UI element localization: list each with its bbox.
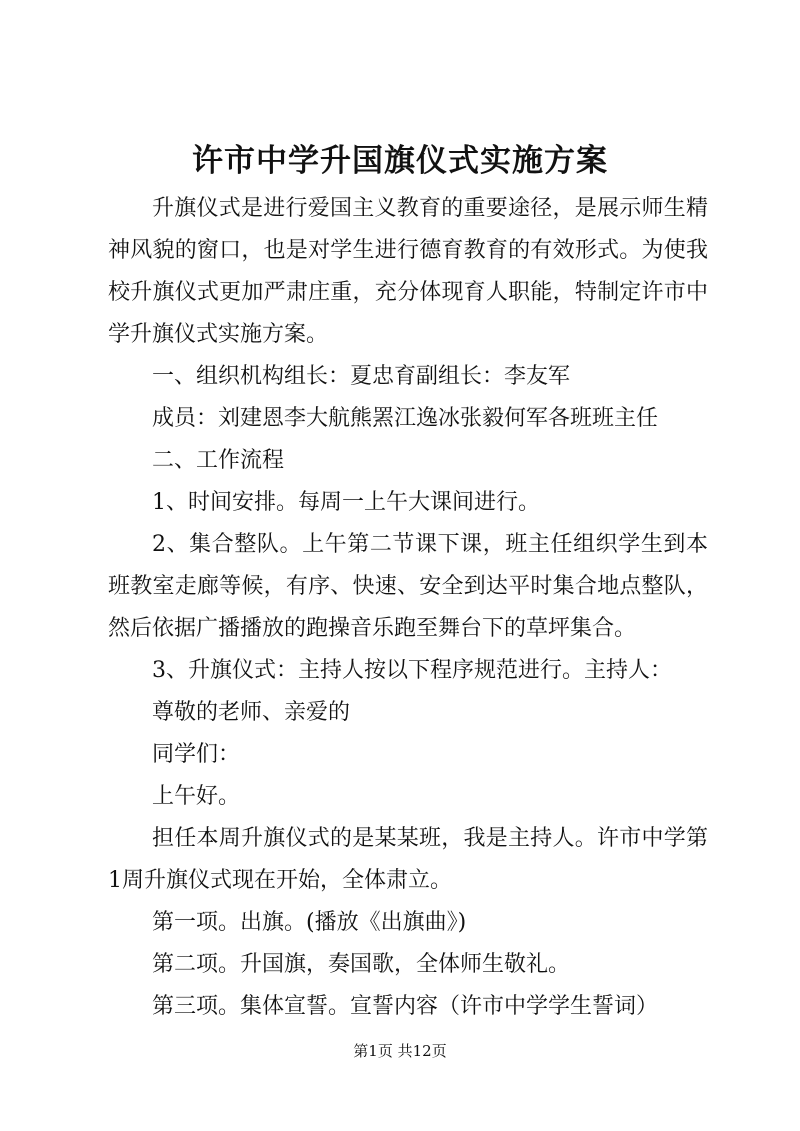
paragraph-item-2: 第二项。升国旗，奏国歌，全体师生敬礼。	[152, 952, 571, 977]
paragraph-assembly: 2、集合整队。上午第二节课下课，班主任组织学生到本班教室走廊等候，有序、快速、安全到达平时集合地点整队，然后依据广播播放的跑操音乐跑至舞台下的草坪集合。	[108, 532, 708, 641]
paragraph-host-intro: 担任本周升旗仪式的是某某班，我是主持人。许市中学第1周升旗仪式现在开始，全体肃立。	[108, 826, 708, 893]
paragraph-organization: 一、组织机构组长：夏忠育副组长：李友军	[152, 364, 571, 389]
paragraph-greeting-3: 上午好。	[152, 784, 241, 809]
paragraph-item-1: 第一项。出旗。(播放《出旗曲》)	[152, 910, 467, 935]
page-footer: 第1页 共12页	[353, 1042, 447, 1060]
document-title: 许市中学升国旗仪式实施方案	[192, 143, 608, 179]
paragraph-item-3: 第三项。集体宣誓。宣誓内容（许市中学学生誓词）	[152, 994, 659, 1019]
paragraph-workflow-heading: 二、工作流程	[152, 448, 285, 473]
paragraph-members: 成员：刘建恩李大航熊罴江逸冰张毅何军各班班主任	[152, 406, 659, 431]
paragraph-intro: 升旗仪式是进行爱国主义教育的重要途径，是展示师生精神风貌的窗口，也是对学生进行德育教育的有效形式。为使我校升旗仪式更加严肃庄重，充分体现育人职能，特制定许市中学升旗仪式实施方案。	[108, 196, 708, 347]
paragraph-ceremony: 3、升旗仪式：主持人按以下程序规范进行。主持人：	[152, 658, 672, 683]
document-body	[108, 188, 708, 1028]
paragraph-time-arrangement: 1、时间安排。每周一上午大课间进行。	[152, 490, 540, 515]
paragraph-greeting-1: 尊敬的老师、亲爱的	[152, 700, 351, 725]
paragraph-greeting-2: 同学们：	[152, 742, 241, 767]
